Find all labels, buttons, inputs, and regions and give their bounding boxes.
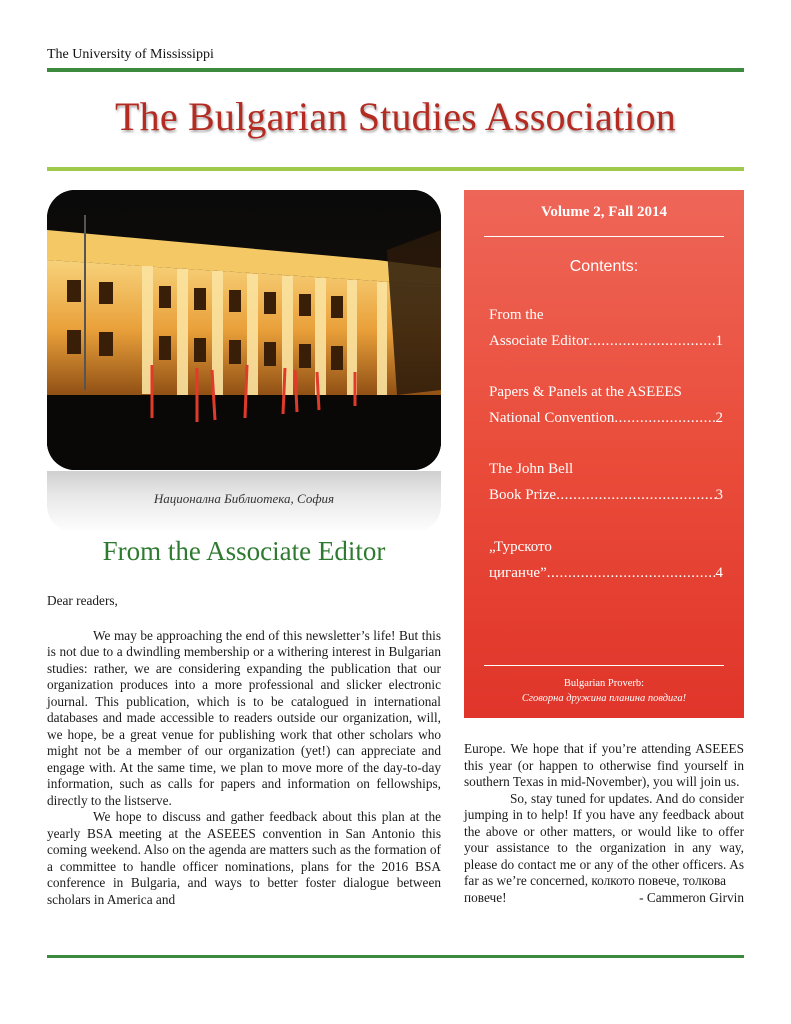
toc-leader-dots [556,482,715,508]
toc-entry-line2: National Convention [489,410,615,426]
article-paragraph: We may be approaching the end of this newsletter’s life! But this is not due to a dwindling membership or a withering interest in Bulgarian studies: rather, we are considering expanding the publication that our organization produces into a more professional and slicker electronic journal. This publication, which is to be catalogued in international databases and made accessible to readers outside our organization, will, we hope, be a great venue for publishing work that other scholars who might not be a member of our organization (yet!) can appreciate and engage with. At the same time, we plan to move more of the day-to-day information, such as calls for papers and information on fellowships, directly to the listserve. [47,627,441,808]
toc-entry-line1: From the [489,307,544,323]
signature-line [464,890,744,907]
library-photo [47,190,441,470]
photo-caption: Национална Библиотека, София [153,491,335,506]
article-column-right [464,741,744,906]
proverb-text: Сговорна дружина планина повдига! [521,693,687,704]
sidebar-divider-bottom [484,665,724,666]
volume-label: Volume 2, Fall 2014 [540,204,668,220]
article-paragraph: We hope to discuss and gather feedback about this plan at the yearly BSA meeting at the ASEEES convention in San Antonio this coming weekend. Also on the agenda are matters such as the formation of a committee to handle officer nominations, plans for the 2016 BSA conference in Bulgaria, and ways to better foster dialogue between scholars in America and [47,809,441,907]
toc-entry[interactable] [489,456,723,508]
contents-heading: Contents: [569,258,639,275]
contents-sidebar [464,190,744,718]
toc-page-number: 4 [715,565,723,581]
toc-page-number: 3 [715,487,723,503]
toc-leader-dots [547,560,716,586]
article-paragraph: Europe. We hope that if you’re attending ASEEES this year (or happen to otherwise find yourself in southern Texas in mid-November), you will join us. [464,741,744,789]
toc-entry-line2: циганче” [489,565,547,581]
toc-entry-line1: „Турското [489,539,552,555]
article-column-left [47,593,441,908]
article-paragraph: So, stay tuned for updates. And do consider jumping in to help! If you have any feedback about the above or other matters, or would like to offer your assistance to the organization in any way, please do contact me or any of the other officers. As far as we’re concerned, колкото повече, толкова [464,790,744,888]
bottom-divider [47,955,744,958]
toc-entry-line1: Papers & Panels at the ASEEES [489,384,682,400]
toc-entry-line2: Associate Editor [489,333,589,349]
university-name: The University of Mississippi [47,47,214,62]
toc-page-number: 1 [715,333,723,349]
toc-entry-line1: The John Bell [489,461,574,477]
sidebar-divider-top [484,236,724,237]
toc-entry[interactable] [489,302,723,354]
proverb-label: Bulgarian Proverb: [563,678,645,689]
article-heading: From the Associate Editor [102,536,386,566]
closing-word: повече! [464,889,507,905]
author-signature: - Cammeron Girvin [639,889,744,905]
toc-entry-line2: Book Prize [489,487,557,503]
toc-page-number: 2 [715,410,723,426]
salutation: Dear readers, [47,593,118,608]
top-divider [47,68,744,72]
newsletter-title: The Bulgarian Studies Association [115,94,676,139]
title-divider [47,167,744,171]
toc-leader-dots [589,328,716,354]
toc-leader-dots [614,405,715,431]
toc-entry[interactable] [489,379,723,431]
proverb-block [464,676,744,706]
toc-entry[interactable] [489,534,723,586]
